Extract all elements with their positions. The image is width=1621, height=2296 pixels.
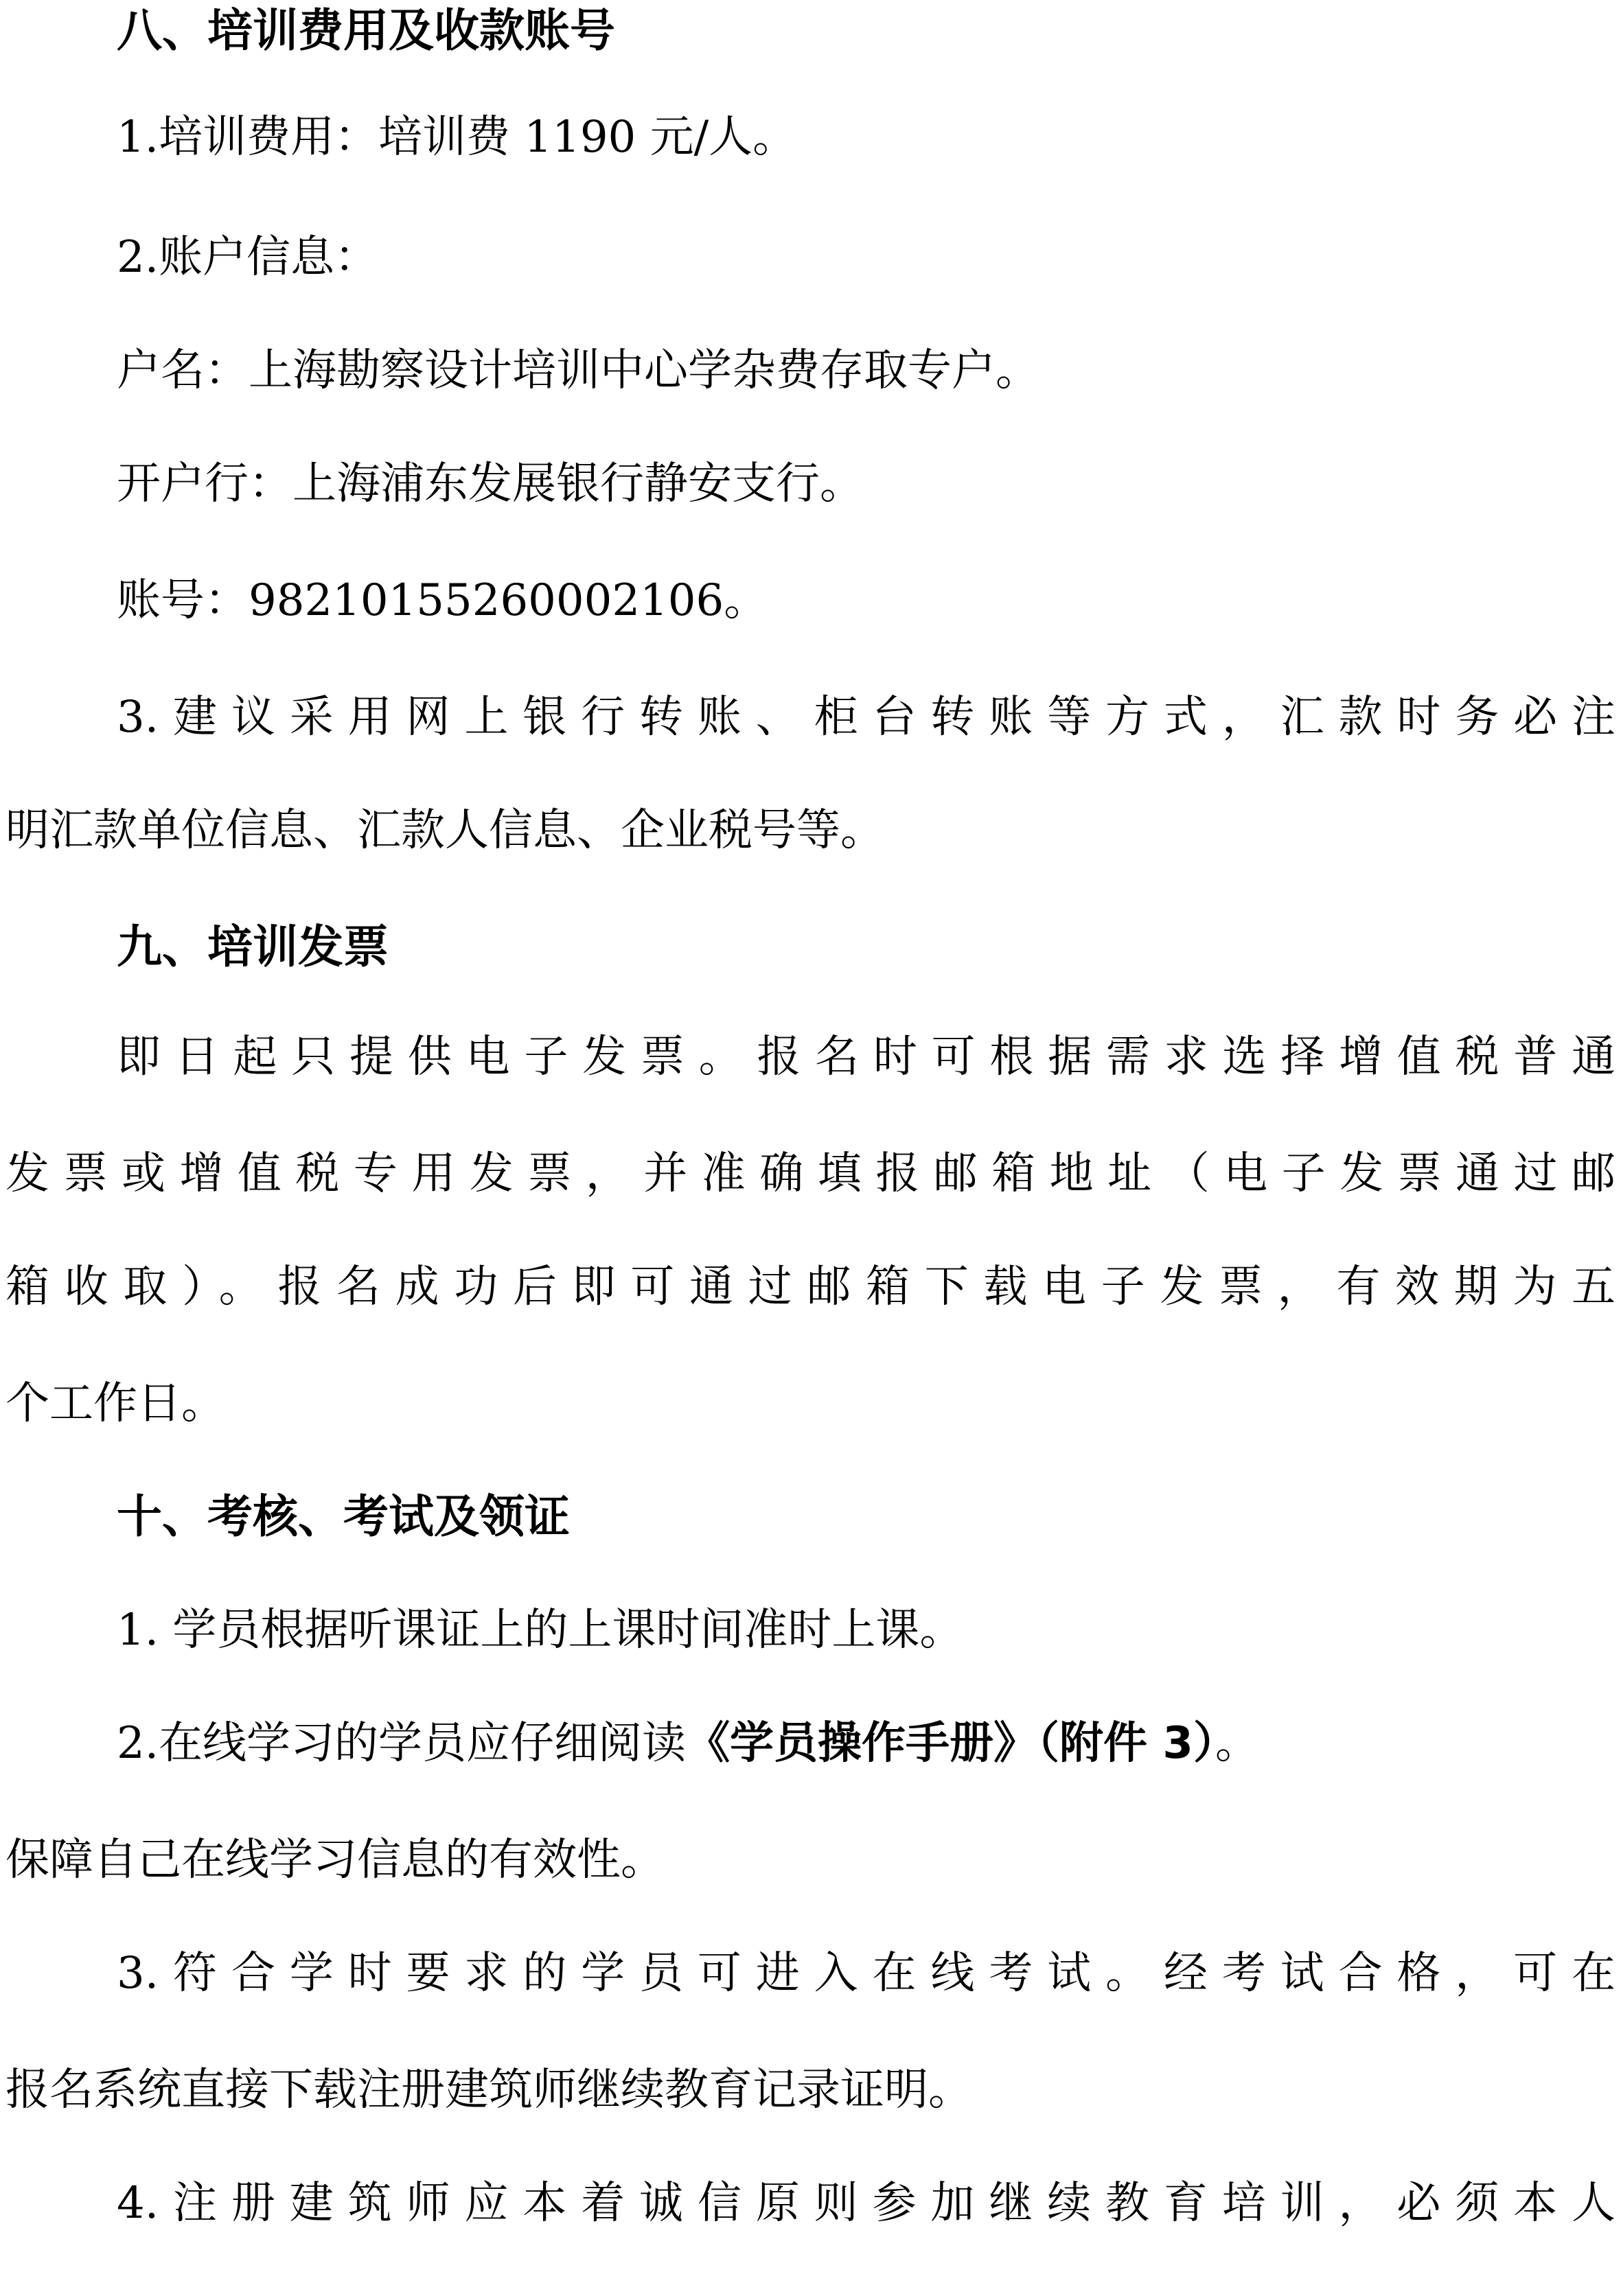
exam-item-2-line-2: 保障自己在线学习信息的有效性。	[5, 1835, 665, 1886]
transfer-note-line-1: 3.建议采用网上银行转账、柜台转账等方式，汇款时务必注	[117, 692, 1616, 743]
account-info-label: 2.账户信息：	[117, 232, 379, 283]
invoice-para-line-1: 即日起只提供电子发票。报名时可根据需求选择增值税普通	[117, 1032, 1616, 1082]
exam-item-2-prefix: 2.在线学习的学员应仔细阅读	[117, 1718, 687, 1769]
account-name-line: 户名：上海勘察设计培训中心学杂费存取专户。	[117, 345, 1039, 396]
invoice-para-line-3: 箱收取）。报名成功后即可通过邮箱下载电子发票，有效期为五	[5, 1262, 1616, 1312]
account-number-line: 账号：98210155260002106。	[117, 575, 768, 626]
exam-item-1: 1. 学员根据听课证上的上课时间准时上课。	[117, 1605, 964, 1656]
exam-item-3-line-1: 3.符合学时要求的学员可进入在线考试。经考试合格，可在	[117, 1948, 1616, 1999]
section-9-heading: 九、培训发票	[117, 920, 389, 973]
bank-line: 开户行：上海浦东发展银行静安支行。	[117, 459, 864, 509]
section-8-heading: 八、培训费用及收款账号	[117, 4, 615, 57]
invoice-para-line-4: 个工作日。	[5, 1378, 225, 1429]
transfer-note-line-2: 明汇款单位信息、汇款人信息、企业税号等。	[5, 805, 884, 856]
exam-item-2-line-1	[117, 1702, 1616, 1785]
invoice-para-line-2: 发票或增值税专用发票，并准确填报邮箱地址（电子发票通过邮	[5, 1148, 1616, 1199]
fee-line: 1.培训费用：培训费 1190 元/人。	[117, 112, 797, 163]
section-10-heading: 十、考核、考试及领证	[117, 1490, 570, 1543]
operation-manual-title: 《学员操作手册》（附件 3）	[686, 1718, 1215, 1769]
exam-item-3-line-2: 报名系统直接下载注册建筑师继续教育记录证明。	[5, 2065, 972, 2115]
exam-item-2-suffix: 。	[1215, 1718, 1259, 1769]
exam-item-4-line-1: 4.注册建筑师应本着诚信原则参加继续教育培训，必须本人	[117, 2178, 1616, 2229]
